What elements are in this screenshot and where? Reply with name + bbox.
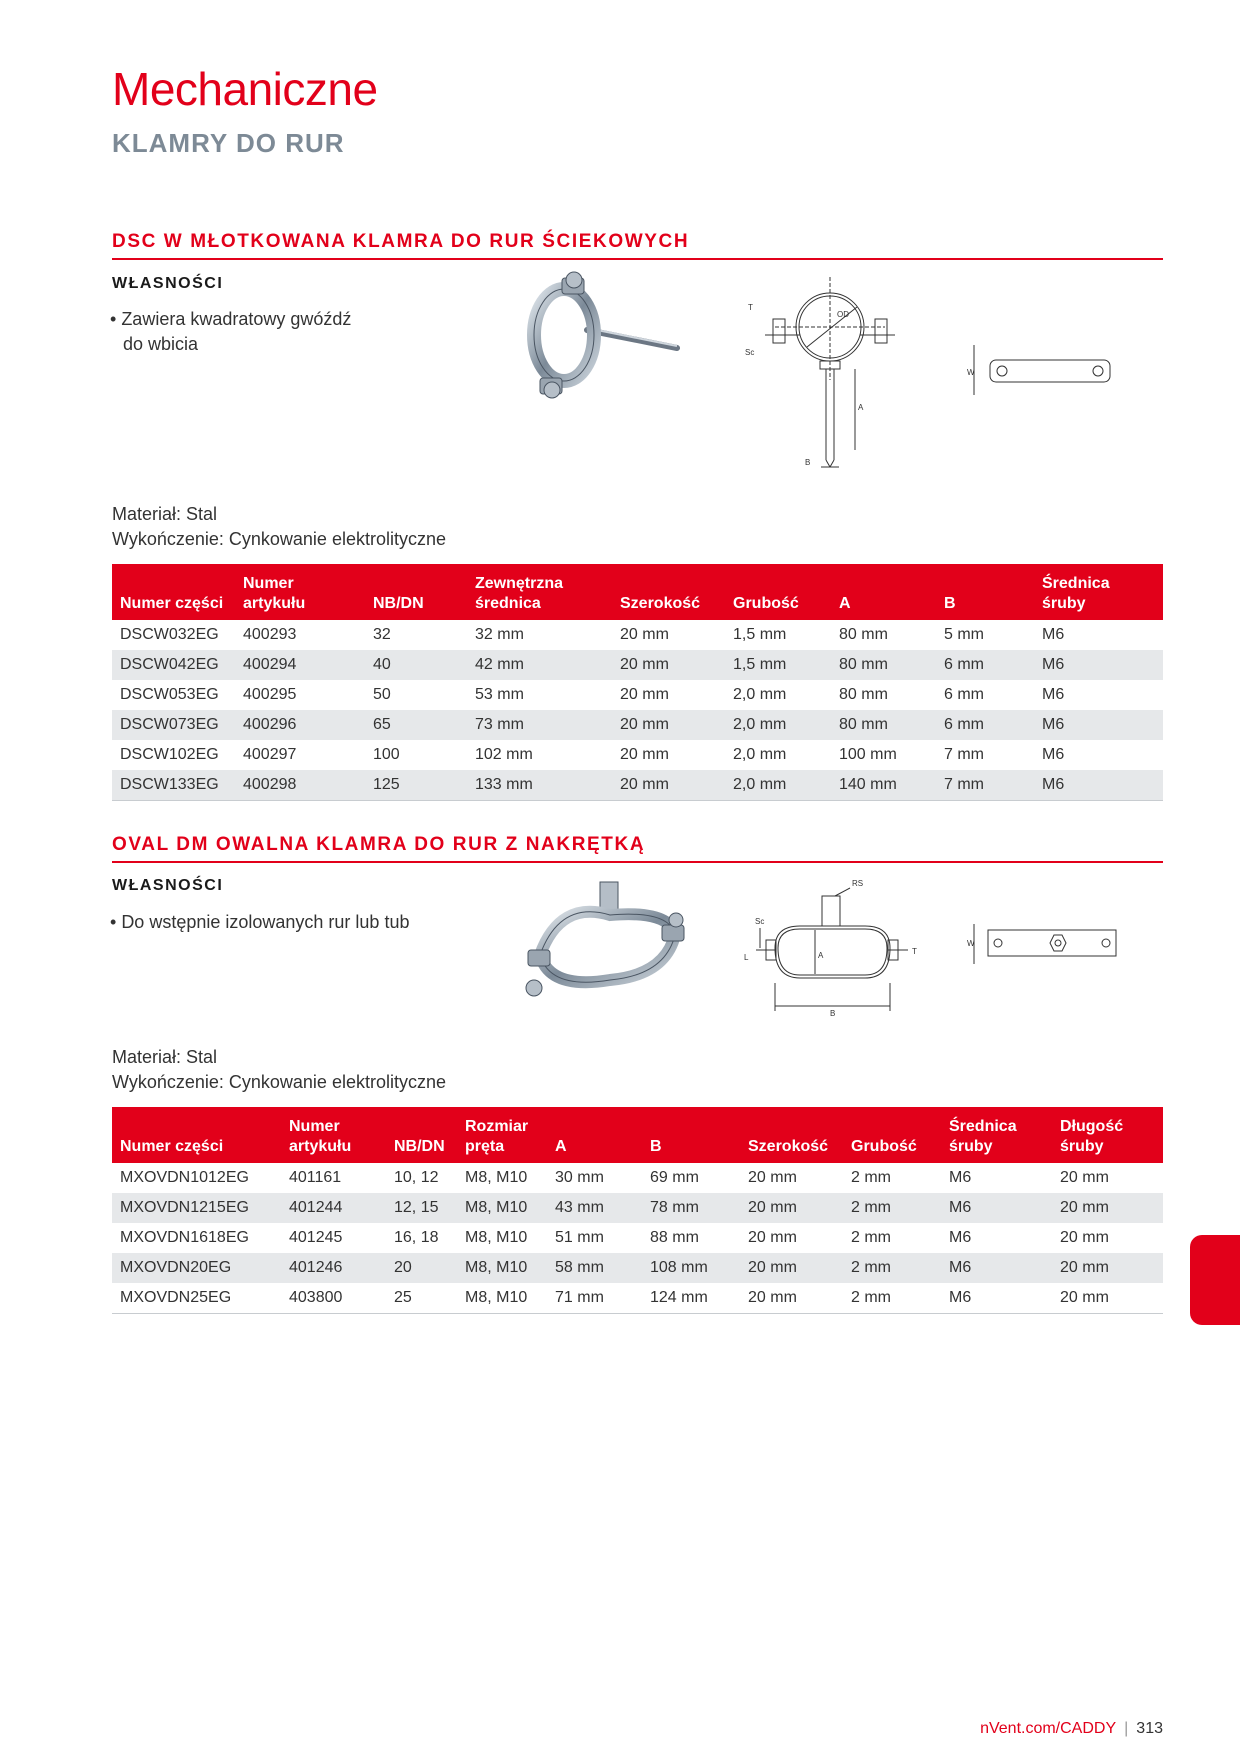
table-cell: 2,0 mm	[725, 710, 831, 740]
col-header: Szerokość	[740, 1107, 843, 1163]
side-index-tab	[1190, 1235, 1240, 1325]
col-header: B	[936, 564, 1034, 620]
table-cell: 102 mm	[475, 746, 533, 763]
table-cell: M6	[941, 1283, 1052, 1314]
table-cell: 2,0 mm	[733, 746, 787, 763]
table-cell: 401161	[289, 1169, 342, 1186]
table-cell: M8, M10	[457, 1283, 547, 1314]
dsc-drawing-label-a: A	[858, 403, 864, 412]
col-header: NB/DN	[386, 1107, 457, 1163]
table-cell: 108 mm	[642, 1253, 740, 1283]
table-cell: 10, 12	[394, 1169, 439, 1186]
section1-material: Materiał: Stal	[112, 504, 218, 524]
dsc-drawing-label-od: OD	[837, 310, 849, 319]
table-row	[112, 650, 1163, 680]
table-cell: 40	[365, 650, 467, 680]
table-cell: 100 mm	[839, 746, 897, 763]
table-cell: 20 mm	[620, 746, 669, 763]
table-cell: 401245	[289, 1229, 343, 1246]
table-row	[112, 1163, 1163, 1193]
table-row	[112, 770, 1163, 801]
dsc-drawing-label-sc: Sc	[745, 348, 755, 357]
table-cell: 20 mm	[1052, 1283, 1163, 1314]
table-cell: 80 mm	[839, 686, 888, 703]
table-cell: MXOVDN25EG	[112, 1283, 281, 1314]
table-cell: 43 mm	[547, 1193, 642, 1223]
table-cell: 88 mm	[650, 1229, 699, 1246]
table-header-row	[112, 1107, 1163, 1163]
table-cell: 400293	[243, 626, 297, 643]
oval-drawing-label-l: L	[744, 953, 749, 962]
table-cell: DSCW073EG	[112, 710, 235, 740]
oval-strap-label-w: W	[967, 939, 975, 948]
col-header: Średnica śruby	[941, 1107, 1052, 1163]
table-cell: 20 mm	[620, 686, 669, 703]
oval-clamp-drawing	[740, 878, 930, 1018]
col-header: Grubość	[843, 1107, 941, 1163]
table-cell: 400297	[243, 746, 297, 763]
oval-drawing-label-a: A	[818, 951, 824, 960]
table-cell: 80 mm	[839, 626, 888, 643]
table-cell: 32	[373, 626, 391, 643]
table-row	[112, 1193, 1163, 1223]
table-cell: 124 mm	[642, 1283, 740, 1314]
table-cell: 32 mm	[475, 626, 524, 643]
table-cell: DSCW102EG	[120, 746, 219, 763]
table-cell: 7 mm	[944, 746, 984, 763]
table-header-row	[112, 564, 1163, 620]
table-row	[112, 1253, 1163, 1283]
section1-bullet-line1: Zawiera kwadratowy gwóźdź	[121, 309, 352, 329]
table-cell: 140 mm	[831, 770, 936, 801]
table-cell: 400296	[235, 710, 365, 740]
table-cell: M6	[1034, 770, 1163, 801]
col-header: Długość śruby	[1052, 1107, 1163, 1163]
page-number: 313	[1136, 1720, 1163, 1737]
table-cell: DSCW042EG	[112, 650, 235, 680]
section2-properties-heading: WŁASNOŚCI	[112, 877, 224, 894]
table-cell: 25	[386, 1283, 457, 1314]
table-cell: 20 mm	[612, 710, 725, 740]
section1-finish: Wykończenie: Cynkowanie elektrolityczne	[112, 529, 446, 549]
table-cell: M6	[941, 1253, 1052, 1283]
footer-link[interactable]: nVent.com/CADDY	[980, 1720, 1117, 1737]
dsc-drawing-label-t: T	[748, 303, 753, 312]
oval-spec-table	[112, 1107, 1163, 1314]
table-cell: 20 mm	[740, 1283, 843, 1314]
section1-title: DSC W MŁOTKOWANA KLAMRA DO RUR ŚCIEKOWYCH	[112, 231, 690, 252]
table-cell: 16, 18	[394, 1229, 439, 1246]
table-cell: 20 mm	[1052, 1253, 1163, 1283]
table-cell: 71 mm	[547, 1283, 642, 1314]
table-cell: M6	[1034, 650, 1163, 680]
table-cell: 133 mm	[467, 770, 612, 801]
table-cell: 100	[373, 746, 400, 763]
col-header: A	[831, 564, 936, 620]
table-cell: M6	[949, 1229, 972, 1246]
section2-material: Materiał: Stal	[112, 1047, 218, 1067]
table-row	[112, 620, 1163, 650]
table-cell: 80 mm	[831, 650, 936, 680]
table-cell: M6	[1042, 626, 1065, 643]
col-header: Rozmiar pręta	[457, 1107, 547, 1163]
table-cell: 73 mm	[467, 710, 612, 740]
oval-drawing-label-t: T	[912, 947, 917, 956]
table-cell: 20 mm	[1052, 1193, 1163, 1223]
table-cell: 51 mm	[555, 1229, 604, 1246]
col-header: Numer artykułu	[281, 1107, 386, 1163]
section2-bullet: • Do wstępnie izolowanych rur lub tub	[110, 912, 410, 932]
table-cell: 42 mm	[467, 650, 612, 680]
table-cell: 20 mm	[612, 770, 725, 801]
table-cell: 400295	[243, 686, 297, 703]
table-cell: M8, M10	[457, 1253, 547, 1283]
table-cell: M6	[1042, 686, 1065, 703]
col-header: Zewnętrzna średnica	[467, 564, 612, 620]
table-cell: M8, M10	[465, 1169, 528, 1186]
table-cell: M6	[1042, 746, 1065, 763]
table-cell: 6 mm	[936, 710, 1034, 740]
table-cell: 2 mm	[843, 1283, 941, 1314]
section1-properties-heading: WŁASNOŚCI	[112, 275, 224, 292]
table-cell: 403800	[281, 1283, 386, 1314]
table-cell: DSCW133EG	[112, 770, 235, 801]
page-subtitle: KLAMRY DO RUR	[112, 128, 345, 158]
table-cell: 50	[373, 686, 391, 703]
dsc-drawing-label-b: B	[805, 458, 811, 467]
dsc-strap-drawing	[962, 340, 1122, 400]
table-row	[112, 1223, 1163, 1253]
section2-bullet-line1: Do wstępnie izolowanych rur lub tub	[121, 912, 410, 932]
table-cell: 125	[365, 770, 467, 801]
oval-strap-drawing	[962, 922, 1152, 967]
table-cell: 2 mm	[843, 1253, 941, 1283]
col-header: B	[642, 1107, 740, 1163]
table-cell: MXOVDN20EG	[112, 1253, 281, 1283]
table-cell: 2 mm	[851, 1229, 891, 1246]
table-cell: 20 mm	[740, 1253, 843, 1283]
table-cell: 400298	[235, 770, 365, 801]
table-cell: 12, 15	[386, 1193, 457, 1223]
oval-drawing-label-b: B	[830, 1009, 836, 1018]
dsc-clamp-photo	[512, 270, 687, 405]
table-row	[112, 710, 1163, 740]
table-cell: MXOVDN1012EG	[120, 1169, 249, 1186]
section1-rule	[112, 258, 1163, 260]
table-cell: 20 mm	[748, 1229, 797, 1246]
table-cell: 65	[365, 710, 467, 740]
table-cell: 20	[386, 1253, 457, 1283]
table-cell: M8, M10	[457, 1193, 547, 1223]
table-cell: 6 mm	[944, 686, 984, 703]
table-cell: M6	[941, 1193, 1052, 1223]
section2-title: OVAL DM OWALNA KLAMRA DO RUR Z NAKRĘTKĄ	[112, 834, 646, 855]
dsc-clamp-drawing	[745, 275, 925, 470]
table-cell: 30 mm	[555, 1169, 604, 1186]
oval-drawing-label-rs: RS	[852, 879, 864, 888]
table-cell: M6	[1034, 710, 1163, 740]
table-cell: 78 mm	[642, 1193, 740, 1223]
table-cell: 20 mm	[612, 650, 725, 680]
table-cell: 58 mm	[547, 1253, 642, 1283]
table-cell: 7 mm	[936, 770, 1034, 801]
oval-clamp-photo	[520, 880, 695, 1000]
table-row	[112, 680, 1163, 710]
section1-bullet-line2: do wbicia	[123, 334, 199, 354]
col-header: Średnica śruby	[1034, 564, 1163, 620]
table-cell: 401244	[281, 1193, 386, 1223]
table-cell: 2,0 mm	[725, 770, 831, 801]
table-cell: 1,5 mm	[733, 626, 787, 643]
table-row	[112, 1283, 1163, 1314]
table-cell: 400294	[235, 650, 365, 680]
col-header: Grubość	[725, 564, 831, 620]
table-cell: 20 mm	[1060, 1229, 1109, 1246]
col-header: Numer artykułu	[235, 564, 365, 620]
table-cell: M8, M10	[465, 1229, 528, 1246]
page-footer: nVent.com/CADDY | 313	[980, 1720, 1163, 1737]
table-cell: 20 mm	[748, 1169, 797, 1186]
table-cell: 6 mm	[936, 650, 1034, 680]
table-cell: 5 mm	[944, 626, 984, 643]
oval-drawing-label-sc: Sc	[755, 917, 765, 926]
table-cell: 20 mm	[1060, 1169, 1109, 1186]
section2-finish: Wykończenie: Cynkowanie elektrolityczne	[112, 1072, 446, 1092]
table-cell: 80 mm	[831, 710, 936, 740]
table-cell: DSCW053EG	[120, 686, 219, 703]
table-cell: 69 mm	[650, 1169, 699, 1186]
table-row	[112, 740, 1163, 770]
col-header: A	[547, 1107, 642, 1163]
table-cell: DSCW032EG	[120, 626, 219, 643]
table-cell: 2 mm	[843, 1193, 941, 1223]
col-header: Szerokość	[612, 564, 725, 620]
col-header: NB/DN	[365, 564, 467, 620]
table-cell: 1,5 mm	[725, 650, 831, 680]
section1-bullet: • Zawiera kwadratowy gwóźdź do wbicia	[110, 307, 351, 357]
table-cell: 20 mm	[740, 1193, 843, 1223]
table-cell: M6	[949, 1169, 972, 1186]
dsc-strap-label-w: W	[967, 368, 975, 377]
section2-rule	[112, 861, 1163, 863]
col-header: Numer części	[112, 1107, 281, 1163]
table-cell: 20 mm	[620, 626, 669, 643]
table-cell: MXOVDN1215EG	[112, 1193, 281, 1223]
table-cell: 2,0 mm	[733, 686, 787, 703]
col-header: Numer części	[112, 564, 235, 620]
dsc-spec-table	[112, 564, 1163, 801]
table-cell: 401246	[281, 1253, 386, 1283]
page-title: Mechaniczne	[112, 63, 378, 115]
table-cell: 2 mm	[851, 1169, 891, 1186]
table-cell: 53 mm	[475, 686, 524, 703]
table-cell: MXOVDN1618EG	[120, 1229, 249, 1246]
